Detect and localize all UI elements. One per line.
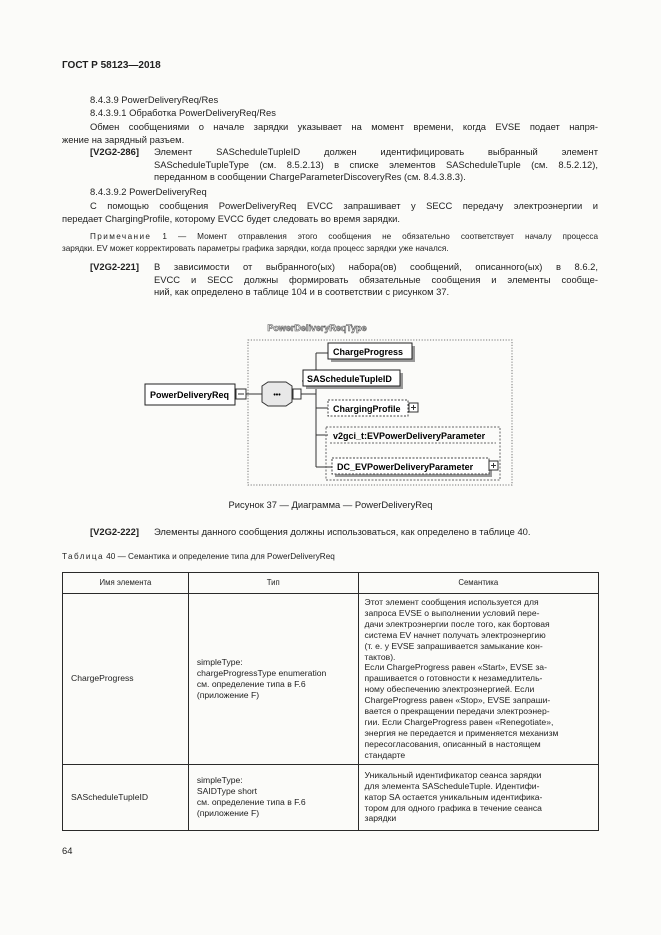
requirement-tag: [V2G2-221] (90, 261, 139, 272)
element-name-cell: ChargeProgress (63, 594, 189, 765)
paragraph-2-line-1: С помощью сообщения PowerDeliveryReq EVCC запрашивает у SECC передачу электроэнергии и (90, 200, 598, 211)
element-label: ChargingProfile (333, 404, 401, 414)
requirement-line: ний, как определено в таблице 104 и в соответствии с рисунком 37. (154, 286, 450, 298)
column-header: Семантика (358, 573, 598, 594)
table-caption-text: 40 — Семантика и определение типа для PowerDeliveryReq (103, 552, 335, 561)
semantics-line: (т. е. у EVSE запрашивается замыкание кон- (364, 640, 543, 651)
type-cell (188, 764, 358, 830)
type-cell (188, 594, 358, 765)
semantics-line: дачи электроэнергии после того, как бортовая (364, 618, 550, 629)
type-line: chargeProgressType enumeration (196, 667, 327, 678)
column-header: Имя элемента (63, 573, 189, 594)
semantics-line: ChargeProgress равен «Stop», EVSE запраши- (364, 695, 551, 706)
requirement-222 (90, 526, 598, 539)
semantics-line: тором для одного графика в течение сеанса (364, 802, 542, 813)
requirement-line: переданном в сообщении ChargeParameterDiscoveryRes (см. 8.4.3.8.3). (154, 171, 466, 183)
table-row (63, 764, 599, 830)
requirement-line: В зависимости от выбранного(ых) набора(ов) сообщений, описанного(ых) в 8.6.2, (154, 261, 598, 272)
semantics-line: гии. Если ChargeProgress равен «Renegotiate», (364, 716, 554, 727)
semantics-line: пересогласования, описанный в настоящем (364, 738, 541, 749)
section-title-8-4-3-9: 8.4.3.9 PowerDeliveryReq/Res (90, 94, 219, 105)
figure-caption: Рисунок 37 — Диаграмма — PowerDeliveryReq (228, 499, 433, 510)
type-line: см. определение типа в F.6 (196, 797, 306, 808)
semantics-table (62, 572, 599, 831)
type-line: SAIDType short (196, 786, 258, 797)
section-title-8-4-3-9-2: 8.4.3.9.2 PowerDeliveryReq (90, 186, 207, 197)
document-header: ГОСТ Р 58123—2018 (62, 60, 161, 71)
type-line: (приложение F) (196, 808, 260, 818)
requirement-tag: [V2G2-286] (90, 146, 139, 157)
semantics-line: зарядки (364, 813, 397, 824)
table-label: Таблица (62, 552, 104, 561)
semantics-line: запроса EVSE о выполнении условий пере- (364, 607, 540, 618)
semantics-line: тактов). (364, 651, 396, 662)
semantics-line: Уникальный идентификатор сеанса зарядки (364, 769, 542, 780)
root-element-label: PowerDeliveryReq (150, 390, 230, 400)
paragraph-2-line-2: передает ChargingProfile, которому EVCC будет следовать во время зарядки. (62, 213, 401, 224)
type-line: simpleType: (196, 656, 243, 667)
section-title-8-4-3-9-1: 8.4.3.9.1 Обработка PowerDeliveryReq/Res (90, 107, 276, 118)
semantics-line: катор SA остается уникальным идентифика- (364, 791, 543, 802)
semantics-line: Этот элемент сообщения используется для (364, 597, 539, 607)
semantics-line: вается о прекращении передачи электроэнер- (364, 706, 550, 717)
semantics-line: прашивается о готовности к незамедлитель- (364, 673, 543, 684)
requirement-line: SAScheduleTupleType (см. 8.5.2.13) в списке элементов SAScheduleTuple (см. 8.5.2.12), (154, 158, 598, 170)
sequence-dots: ••• (273, 392, 281, 399)
column-header: Тип (188, 573, 358, 594)
type-line: simpleType: (196, 775, 243, 786)
semantics-cell (358, 594, 598, 765)
note-text: 1 — Момент отправления этого сообщения не обязательно соответствует началу процесса (151, 232, 598, 241)
element-label: ChargeProgress (333, 347, 404, 357)
table-row (63, 594, 599, 765)
paragraph-1-line-1: Обмен сообщениями о начале зарядки указывает на момент времени, когда EVSE подает напря- (90, 121, 598, 132)
note-line-2: зарядки. EV может корректировать параметры графика зарядки, когда процесс зарядки уже начался. (62, 244, 449, 253)
note-label: Примечание (90, 232, 152, 241)
sequence-expand-icon (293, 389, 301, 399)
requirement-body: Элементы данного сообщения должны использоваться, как определено в таблице 40. (154, 526, 531, 537)
semantics-line: Если ChargeProgress равен «Start», EVSE за- (364, 662, 547, 673)
semantics-line: для элемента SAScheduleTuple. Идентифи- (364, 780, 540, 791)
element-name-cell: SAScheduleTupleID (63, 764, 189, 830)
table-header-row (63, 573, 599, 594)
requirement-line: Элемент SAScheduleTupleID должен идентифицировать выбранный элемент (154, 146, 598, 157)
semantics-line: стандарте (364, 749, 406, 760)
type-line: см. определение типа в F.6 (196, 678, 306, 689)
element-label: DC_EVPowerDeliveryParameter (337, 462, 474, 472)
table-caption (62, 551, 598, 562)
semantics-cell (358, 764, 598, 830)
diagram-type-label: PowerDeliveryReqType (267, 323, 367, 333)
semantics-line: система EV начнет получать электроэнергию (364, 629, 546, 640)
requirement-tag: [V2G2-222] (90, 526, 139, 537)
semantics-line: ному обеспечению электроэнергией. Если (364, 684, 535, 695)
element-label: SAScheduleTupleID (307, 374, 392, 384)
element-label: v2gci_t:EVPowerDeliveryParameter (333, 431, 486, 441)
type-line: (приложение F) (196, 689, 260, 700)
requirement-line: EVCC и SECC должны формировать обязательные сообщения и элементы сообще- (154, 273, 598, 285)
semantics-line: энергия не передается и применяется механизм (364, 727, 559, 738)
paragraph-1-line-2: жение на зарядный разъем. (62, 134, 185, 145)
page-number: 64 (62, 845, 73, 856)
